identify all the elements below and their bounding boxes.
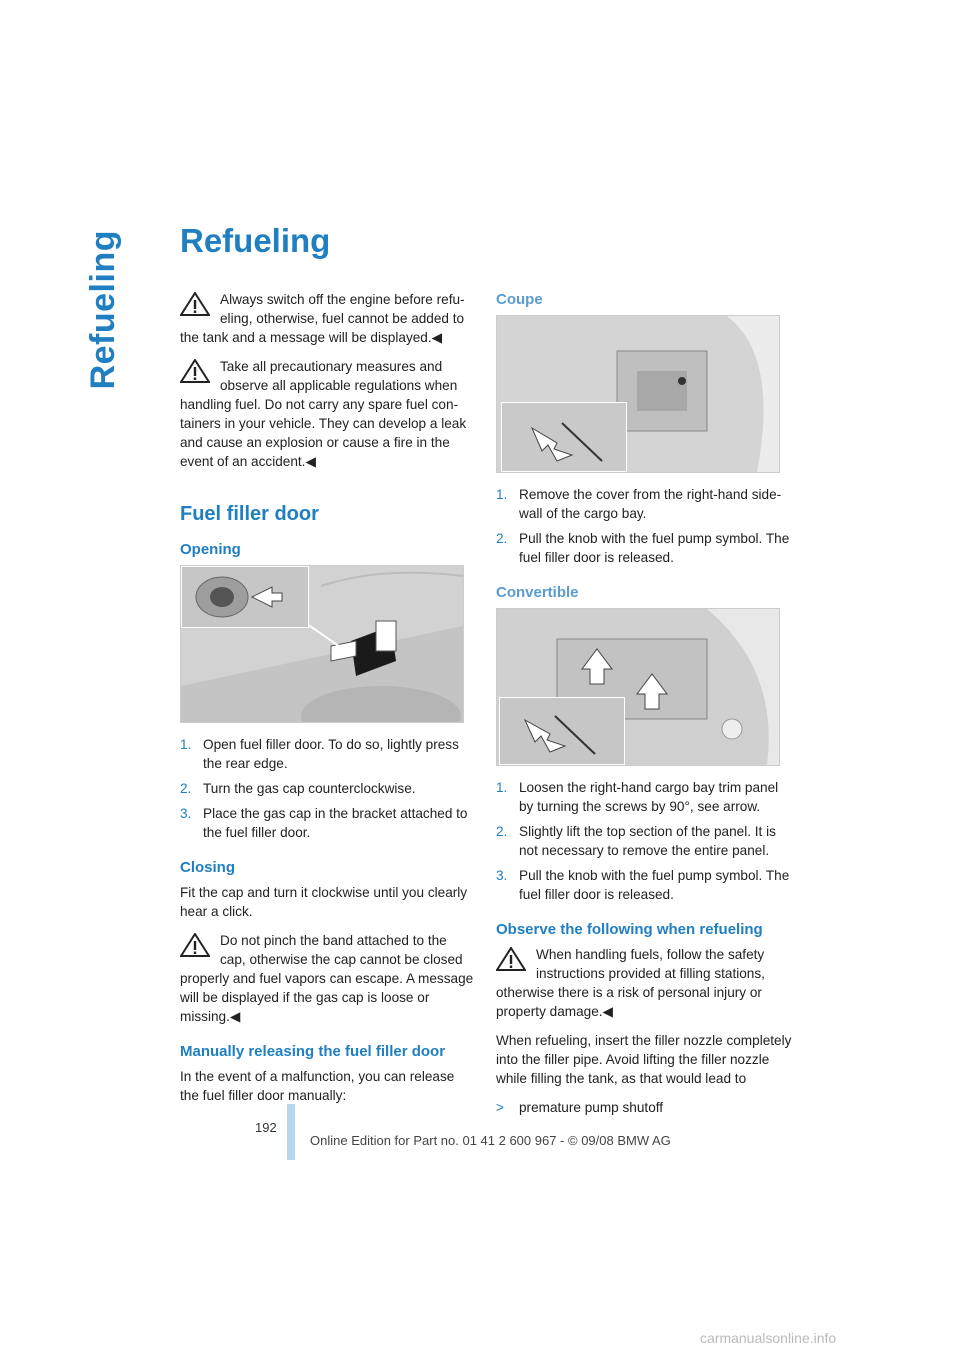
warning-icon	[496, 947, 526, 971]
left-column	[180, 290, 476, 1115]
subheading-closing: Closing	[180, 859, 235, 876]
section-heading-fuel-filler-door: Fuel filler door	[180, 503, 319, 525]
list-item: 2. Turn the gas cap counterclockwise.	[180, 781, 416, 796]
list-item: 1. Open fuel filler door. To do so, lightly press the rear edge.	[180, 737, 459, 771]
convertible-steps	[496, 778, 792, 904]
observe-bullets	[496, 1098, 792, 1117]
figure-convertible-cargo-bay	[496, 608, 780, 766]
right-column	[496, 290, 792, 1117]
figure-inset	[499, 697, 625, 765]
list-item: 1. Remove the cover from the right-hand sidewall of the cargo bay.	[496, 487, 782, 521]
side-tab-label: Refueling	[84, 230, 122, 390]
list-item: > premature pump shutoff	[496, 1100, 664, 1115]
figure-coupe-cargo-bay	[496, 315, 780, 473]
observe-text: When refueling, insert the filler nozzle completely into the filler pipe. Avoid lifting the filler nozzle while filling the tank, as that would lead to	[496, 1033, 792, 1086]
warning-1	[180, 290, 476, 347]
page-title: Refueling	[180, 222, 331, 259]
side-tab	[84, 230, 154, 550]
opening-steps	[180, 735, 476, 842]
list-item: 2. Slightly lift the top section of the panel. It is not necessary to remove the entire panel.	[496, 824, 776, 858]
warning-3	[180, 931, 476, 1026]
subheading-manual-release: Manually releasing the fuel filler door	[180, 1043, 446, 1060]
watermark: carmanualsonline.info	[700, 1330, 837, 1346]
warning-icon	[180, 359, 210, 383]
warning-text: Take all precautionary measures and observe all applicable regulations when handling fuel. Do not carry any spare fuel containers in your vehicle. They can develop a leak and cause an explosion or cause a fire in the event of an accident.◀	[180, 359, 467, 469]
figure-inset	[181, 566, 309, 628]
warning-text: Always switch off the engine before refueling, otherwise, fuel cannot be added to the tank and a message will be displayed.◀	[180, 292, 465, 345]
warning-icon	[180, 292, 210, 316]
list-item: 3. Place the gas cap in the bracket attached to the fuel filler door.	[180, 806, 468, 840]
warning-4	[496, 945, 792, 1021]
subheading-coupe: Coupe	[496, 291, 543, 308]
warning-icon	[180, 933, 210, 957]
list-item: 3. Pull the knob with the fuel pump symbol. The fuel filler door is released.	[496, 868, 790, 902]
warning-text: When handling fuels, follow the safety instructions provided at filling stations, otherwise there is a risk of personal injury or property damage.◀	[496, 947, 765, 1019]
subheading-observe-refueling: Observe the following when refueling	[496, 921, 763, 938]
closing-text: Fit the cap and turn it clockwise until you clearly hear a click.	[180, 885, 468, 919]
subheading-convertible: Convertible	[496, 584, 579, 601]
footer-text: Online Edition for Part no. 01 41 2 600 967 - © 09/08 BMW AG	[310, 1133, 671, 1148]
page-number: 192	[255, 1120, 277, 1135]
coupe-steps	[496, 485, 792, 567]
list-item: 2. Pull the knob with the fuel pump symbol. The fuel filler door is released.	[496, 531, 790, 565]
list-item: 1. Loosen the right-hand cargo bay trim panel by turning the screws by 90°, see arrow.	[496, 780, 779, 814]
warning-2	[180, 357, 476, 471]
warning-text: Do not pinch the band attached to the cap, otherwise the cap cannot be closed properly and fuel vapors can escape. A message will be displayed if the gas cap is loose or missing.◀	[180, 933, 474, 1024]
manual-release-text: In the event of a malfunction, you can release the fuel filler door manually:	[180, 1069, 455, 1103]
figure-fuel-filler-door	[180, 565, 464, 723]
figure-inset	[501, 402, 627, 472]
footer-accent-bar	[287, 1104, 295, 1160]
subheading-opening: Opening	[180, 541, 241, 558]
